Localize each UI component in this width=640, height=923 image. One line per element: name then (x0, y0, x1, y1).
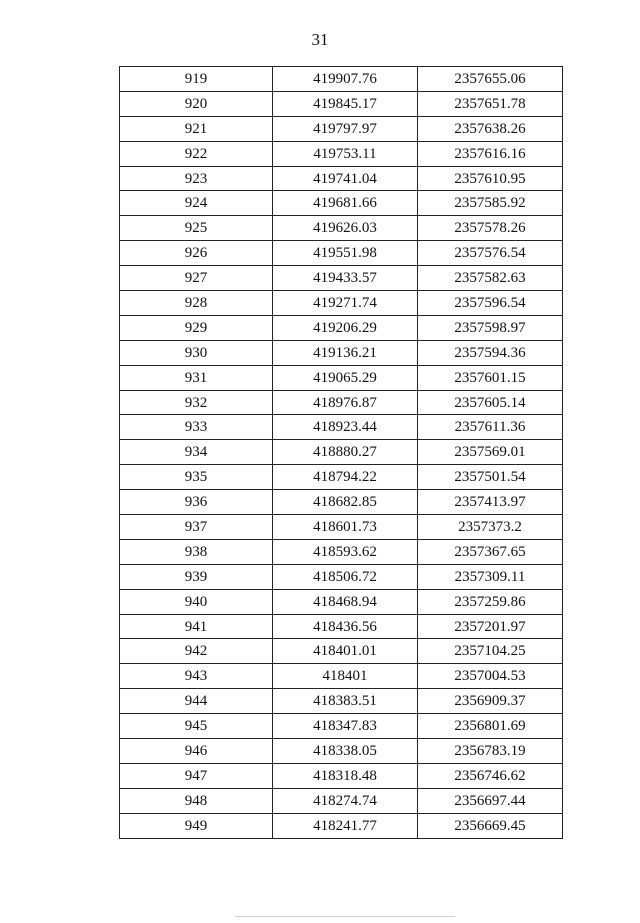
x-coordinate-cell: 418383.51 (273, 689, 418, 714)
table-row (120, 465, 563, 490)
point-number-cell: 938 (120, 539, 273, 564)
point-number-cell: 940 (120, 589, 273, 614)
point-number-cell: 942 (120, 639, 273, 664)
x-coordinate-cell: 418794.22 (273, 465, 418, 490)
point-number-cell: 924 (120, 191, 273, 216)
x-coordinate-cell: 418976.87 (273, 390, 418, 415)
x-coordinate-cell: 419907.76 (273, 67, 418, 92)
y-coordinate-cell: 2357596.54 (418, 291, 563, 316)
x-coordinate-cell: 418401.01 (273, 639, 418, 664)
table-row (120, 515, 563, 540)
point-number-cell: 947 (120, 763, 273, 788)
table-row (120, 116, 563, 141)
y-coordinate-cell: 2356669.45 (418, 813, 563, 838)
point-number-cell: 921 (120, 116, 273, 141)
y-coordinate-cell: 2357578.26 (418, 216, 563, 241)
table-row (120, 241, 563, 266)
x-coordinate-cell: 419206.29 (273, 315, 418, 340)
y-coordinate-cell: 2357638.26 (418, 116, 563, 141)
x-coordinate-cell: 418593.62 (273, 539, 418, 564)
table-row (120, 714, 563, 739)
x-coordinate-cell: 419797.97 (273, 116, 418, 141)
x-coordinate-cell: 418506.72 (273, 564, 418, 589)
point-number-cell: 939 (120, 564, 273, 589)
y-coordinate-cell: 2357651.78 (418, 91, 563, 116)
x-coordinate-cell: 419845.17 (273, 91, 418, 116)
x-coordinate-cell: 419626.03 (273, 216, 418, 241)
table-row (120, 141, 563, 166)
y-coordinate-cell: 2357004.53 (418, 664, 563, 689)
point-number-cell: 945 (120, 714, 273, 739)
point-number-cell: 929 (120, 315, 273, 340)
table-row (120, 739, 563, 764)
y-coordinate-cell: 2357585.92 (418, 191, 563, 216)
y-coordinate-cell: 2357373.2 (418, 515, 563, 540)
table-row (120, 639, 563, 664)
bottom-divider (235, 916, 455, 917)
table-row (120, 390, 563, 415)
x-coordinate-cell: 419753.11 (273, 141, 418, 166)
table-row (120, 689, 563, 714)
point-number-cell: 946 (120, 739, 273, 764)
x-coordinate-cell: 418241.77 (273, 813, 418, 838)
x-coordinate-cell: 418468.94 (273, 589, 418, 614)
table-row (120, 216, 563, 241)
x-coordinate-cell: 419433.57 (273, 266, 418, 291)
x-coordinate-cell: 418401 (273, 664, 418, 689)
x-coordinate-cell: 418880.27 (273, 440, 418, 465)
x-coordinate-cell: 418436.56 (273, 614, 418, 639)
y-coordinate-cell: 2356909.37 (418, 689, 563, 714)
point-number-cell: 948 (120, 788, 273, 813)
table-row (120, 340, 563, 365)
y-coordinate-cell: 2356801.69 (418, 714, 563, 739)
point-number-cell: 936 (120, 490, 273, 515)
x-coordinate-cell: 418601.73 (273, 515, 418, 540)
point-number-cell: 927 (120, 266, 273, 291)
x-coordinate-cell: 418338.05 (273, 739, 418, 764)
y-coordinate-cell: 2357594.36 (418, 340, 563, 365)
point-number-cell: 925 (120, 216, 273, 241)
table-row (120, 315, 563, 340)
table-row (120, 365, 563, 390)
x-coordinate-cell: 419741.04 (273, 166, 418, 191)
y-coordinate-cell: 2357309.11 (418, 564, 563, 589)
x-coordinate-cell: 419271.74 (273, 291, 418, 316)
y-coordinate-cell: 2357569.01 (418, 440, 563, 465)
point-number-cell: 944 (120, 689, 273, 714)
point-number-cell: 941 (120, 614, 273, 639)
table-row (120, 490, 563, 515)
x-coordinate-cell: 418347.83 (273, 714, 418, 739)
x-coordinate-cell: 419065.29 (273, 365, 418, 390)
point-number-cell: 928 (120, 291, 273, 316)
point-number-cell: 919 (120, 67, 273, 92)
y-coordinate-cell: 2357104.25 (418, 639, 563, 664)
y-coordinate-cell: 2357601.15 (418, 365, 563, 390)
y-coordinate-cell: 2357201.97 (418, 614, 563, 639)
table-row (120, 415, 563, 440)
table-row (120, 166, 563, 191)
x-coordinate-cell: 418274.74 (273, 788, 418, 813)
point-number-cell: 932 (120, 390, 273, 415)
table-row (120, 614, 563, 639)
x-coordinate-cell: 418318.48 (273, 763, 418, 788)
page-number: 31 (311, 30, 329, 49)
point-number-cell: 934 (120, 440, 273, 465)
point-number-cell: 949 (120, 813, 273, 838)
x-coordinate-cell: 419136.21 (273, 340, 418, 365)
table-row (120, 440, 563, 465)
point-number-cell: 920 (120, 91, 273, 116)
point-number-cell: 930 (120, 340, 273, 365)
y-coordinate-cell: 2357610.95 (418, 166, 563, 191)
x-coordinate-cell: 419551.98 (273, 241, 418, 266)
table-row (120, 539, 563, 564)
table-row (120, 813, 563, 838)
table-row (120, 91, 563, 116)
y-coordinate-cell: 2357655.06 (418, 67, 563, 92)
y-coordinate-cell: 2356697.44 (418, 788, 563, 813)
point-number-cell: 937 (120, 515, 273, 540)
y-coordinate-cell: 2357611.36 (418, 415, 563, 440)
table-row (120, 589, 563, 614)
y-coordinate-cell: 2356783.19 (418, 739, 563, 764)
y-coordinate-cell: 2357576.54 (418, 241, 563, 266)
table-body (120, 67, 563, 839)
y-coordinate-cell: 2357413.97 (418, 490, 563, 515)
y-coordinate-cell: 2357598.97 (418, 315, 563, 340)
x-coordinate-cell: 419681.66 (273, 191, 418, 216)
table-row (120, 763, 563, 788)
point-number-cell: 935 (120, 465, 273, 490)
y-coordinate-cell: 2356746.62 (418, 763, 563, 788)
y-coordinate-cell: 2357616.16 (418, 141, 563, 166)
point-number-cell: 931 (120, 365, 273, 390)
x-coordinate-cell: 418682.85 (273, 490, 418, 515)
y-coordinate-cell: 2357605.14 (418, 390, 563, 415)
point-number-cell: 933 (120, 415, 273, 440)
table-row (120, 664, 563, 689)
table-row (120, 67, 563, 92)
point-number-cell: 923 (120, 166, 273, 191)
y-coordinate-cell: 2357501.54 (418, 465, 563, 490)
point-number-cell: 943 (120, 664, 273, 689)
table-row (120, 266, 563, 291)
y-coordinate-cell: 2357367.65 (418, 539, 563, 564)
table-row (120, 788, 563, 813)
coordinate-table (119, 66, 563, 839)
y-coordinate-cell: 2357582.63 (418, 266, 563, 291)
point-number-cell: 922 (120, 141, 273, 166)
table-row (120, 191, 563, 216)
table-row (120, 291, 563, 316)
x-coordinate-cell: 418923.44 (273, 415, 418, 440)
point-number-cell: 926 (120, 241, 273, 266)
y-coordinate-cell: 2357259.86 (418, 589, 563, 614)
table-row (120, 564, 563, 589)
